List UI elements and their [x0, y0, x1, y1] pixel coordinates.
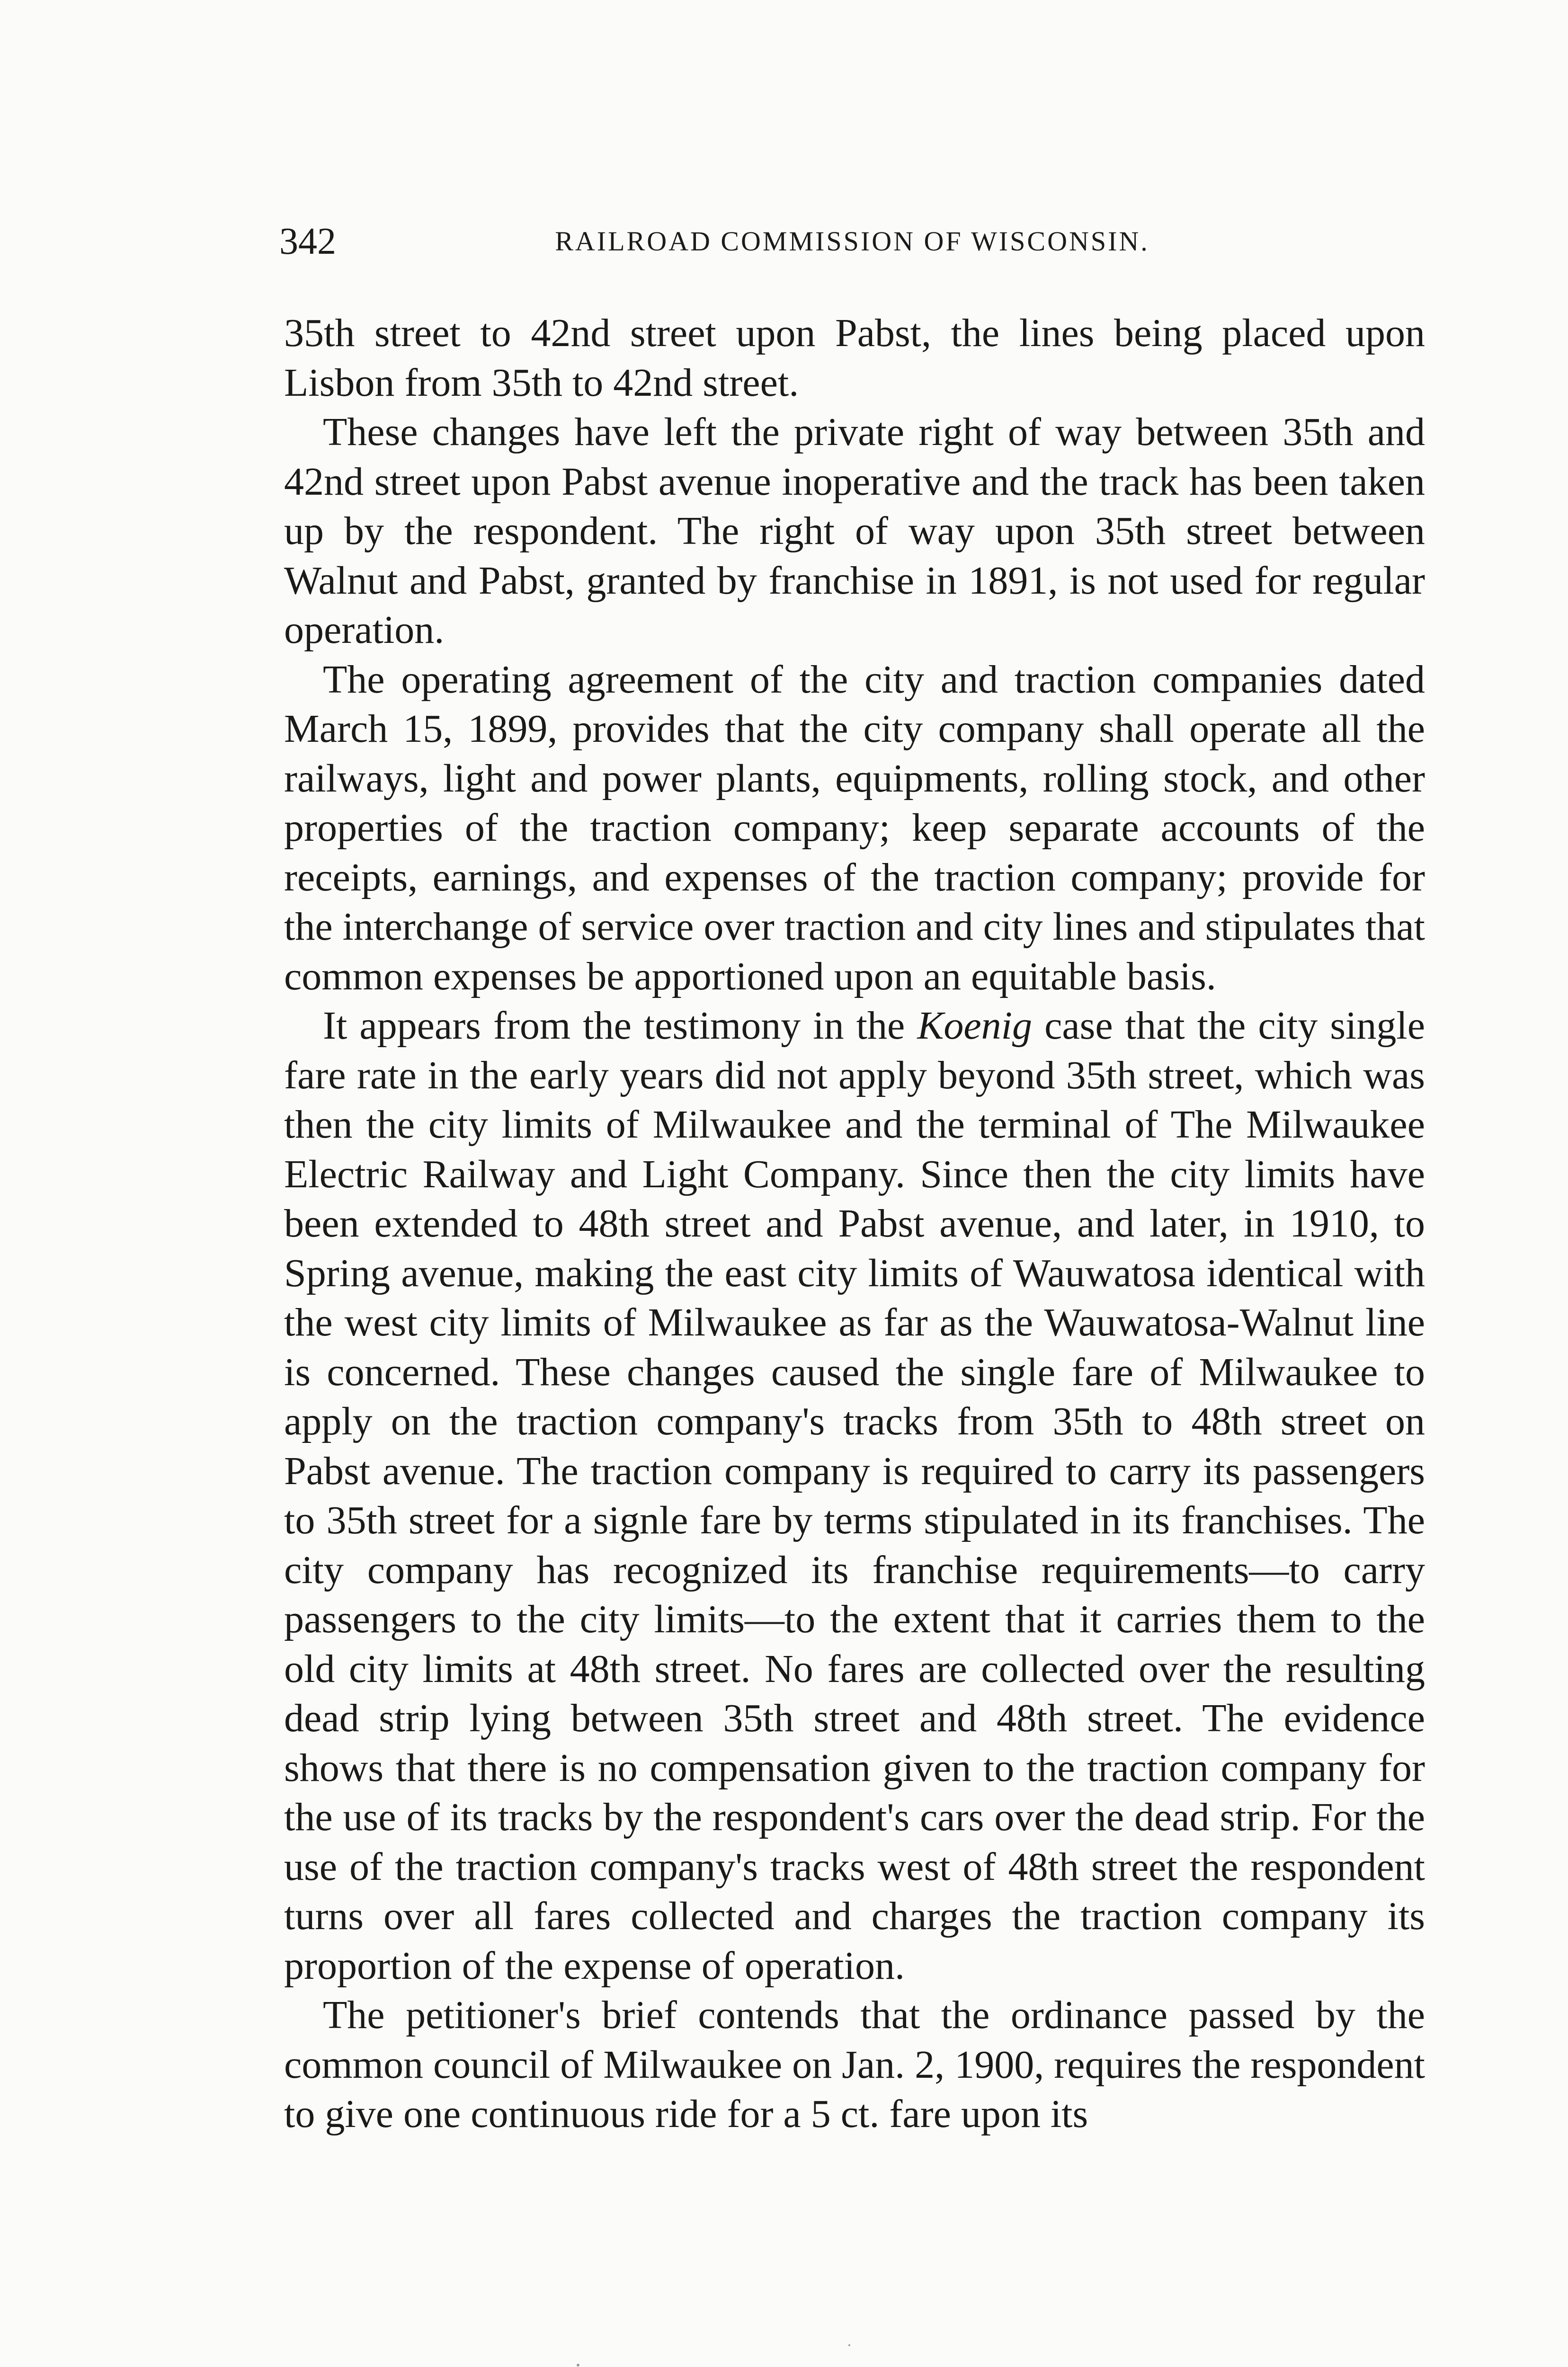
- scan-speck: [848, 2344, 850, 2346]
- paragraph-text: These changes have left the private right of way between 35th and 42nd street upon Pabst avenue inoperative and the track has been taken up by the respondent. The right of way upon 35th street between Walnut and Pabst, granted by franchise in 1891, is not used for regular operation.: [284, 410, 1425, 652]
- body-text: [284, 309, 1425, 2139]
- page-number: 342: [279, 221, 336, 262]
- paragraph-text: It appears from the testimony in the: [323, 1004, 918, 1048]
- paragraph: [284, 655, 1425, 1002]
- running-head: [279, 213, 1425, 270]
- paragraph: [284, 1001, 1425, 1991]
- paragraph-text: case that the city single fare rate in the early years did not apply beyond 35th street, which was then the city limits of Milwaukee and the terminal of The Milwaukee Electric Railway and Light Company. Since then the city limits have been extended to 48th street and Pabst avenue, and later, in 1910, to Spring avenue, making the east city limits of Wauwatosa identical with the west city limits of Milwaukee as far as the Wauwatosa-Walnut line is concerned. These changes caused the single fare of Milwaukee to apply on the traction company's tracks from 35th to 48th street on Pabst avenue. The traction company is required to carry its passengers to 35th street for a signle fare by terms stipulated in its franchises. The city company has recognized its franchise requirements—to carry passengers to the city limits—to the extent that it carries them to the old city limits at 48th street. No fares are collected over the resulting dead strip lying between 35th street and 48th street. The evidence shows that there is no compensation given to the traction company for the use of its tracks by the respondent's cars over the dead strip. For the use of the traction company's tracks west of 48th street the respondent turns over all fares collected and charges the traction company its proportion of the expense of operation.: [284, 1004, 1425, 1988]
- paragraph: [284, 1991, 1425, 2139]
- paragraph-text: 35th street to 42nd street upon Pabst, the lines being placed upon Lisbon from 35th to 42nd street.: [284, 311, 1425, 405]
- paragraph: [284, 408, 1425, 655]
- paragraph: [284, 309, 1425, 408]
- scan-speck: [577, 2364, 579, 2367]
- italic-case-name: Koenig: [917, 1004, 1033, 1048]
- running-head-title: RAILROAD COMMISSION OF WISCONSIN.: [555, 226, 1149, 257]
- paragraph-text: The petitioner's brief contends that the ordinance passed by the common council of Milwaukee on Jan. 2, 1900, requires the respondent to give one continuous ride for a 5 ct. fare upon its: [284, 1993, 1425, 2136]
- paragraph-text: The operating agreement of the city and traction companies dated March 15, 1899, provides that the city company shall operate all the railways, light and power plants, equipments, rolling stock, and other properties of the traction company; keep separate accounts of the receipts, earnings, and expenses of the traction company; provide for the interchange of service over traction and city lines and stipulates that common expenses be apportioned upon an equitable basis.: [284, 657, 1425, 998]
